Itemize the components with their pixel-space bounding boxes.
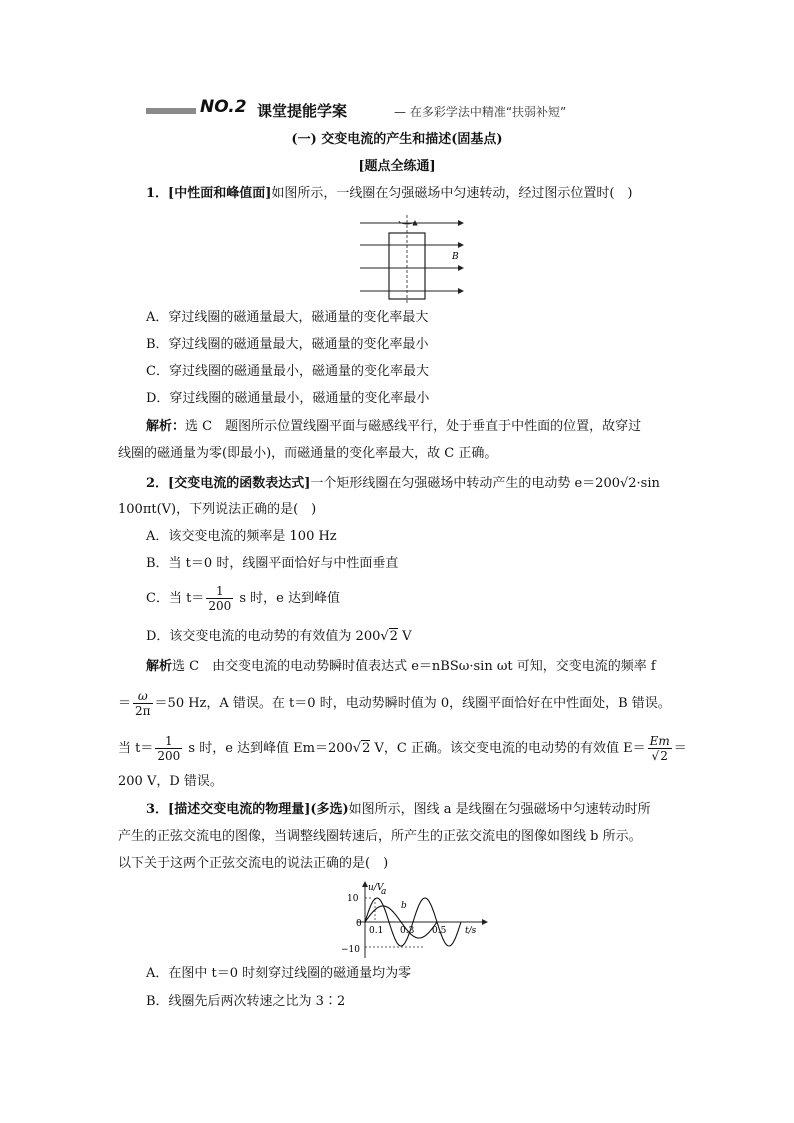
y-tick: −10 — [341, 945, 360, 955]
magnetic-field-label: B — [452, 252, 459, 262]
q2-analysis-line-3: 当 t＝ $\frac{1}{200}$ s 时，e 达到峰值 Em＝200√2 V，C 正确。该交变电流的电动势的有效值 E＝ $\frac{Em}{√2}$ ＝ — [118, 734, 687, 763]
question-2-stem-line-1: 2．[交变电流的函数表达式]一个矩形线圈在匀强磁场中转动产生的电动势 e＝200√2·sin — [146, 476, 660, 491]
q1-analysis-line-1: 解析：选 C 题图所示位置线圈平面与磁感线平行，处于垂直于中性面的位置，故穿过 — [146, 419, 642, 434]
section-subtitle: — 在多彩学法中精准“扶弱补短” — [394, 105, 567, 119]
q1-option-d: D．穿过线圈的磁通量最小，磁通量的变化率最小 — [146, 391, 430, 406]
q2-option-a: A．该交变电流的频率是 100 Hz — [146, 529, 337, 544]
question-tag: [中性面和峰值面] — [168, 186, 272, 201]
q2-analysis-line-4: 200 V，D 错误。 — [118, 774, 223, 789]
q2-analysis-line-1: 解析选 C 由交变电流的电动势瞬时值表达式 e＝nBSω·sin ωt 可知，交变电流的频率 f — [146, 659, 656, 674]
q3-option-a: A．在图中 t＝0 时刻穿过线圈的磁通量均为零 — [146, 966, 412, 981]
question-2-stem-line-2: 100πt(V)，下列说法正确的是( ) — [118, 502, 317, 517]
q2-analysis-line-2: ＝ $\frac{\omega}{2\pi}$ ＝50 Hz，A 错误。在 t＝0 时，电动势瞬时值为 0，线圈平面恰好在中性面处，B 错误。 — [118, 689, 671, 718]
coil-in-field-figure — [355, 215, 470, 305]
section-title: 课堂提能学案 — [257, 102, 348, 120]
q1-analysis-line-2: 线圈的磁通量为零(即最小)，而磁通量的变化率最大，故 C 正确。 — [118, 446, 498, 461]
section-number: NO.2 — [200, 97, 247, 117]
question-1-stem — [146, 181, 633, 207]
x-axis-label: t/s — [465, 926, 477, 936]
q1-option-c: C．穿过线圈的磁通量最小，磁通量的变化率最大 — [146, 364, 429, 379]
y-tick: 10 — [347, 894, 359, 904]
question-text: 如图所示，一线圈在匀强磁场中匀速转动，经过图示位置时( ) — [271, 186, 633, 201]
question-3-stem-line-1: 3．[描述交变电流的物理量](多选)如图所示，图线 a 是线圈在匀强磁场中匀速转动时所 — [146, 802, 651, 817]
question-tag: [描述交变电流的物理量](多选) — [168, 802, 349, 817]
x-tick: 0.3 — [400, 926, 415, 936]
y-axis-label: u/V — [368, 883, 384, 893]
curve-b-label: b — [401, 901, 407, 911]
question-3-stem-line-2: 产生的正弦交流电的图像，当调整线圈转速后，所产生的正弦交流电的图像如图线 b 所示。 — [118, 829, 642, 844]
question-number: 1． — [146, 186, 169, 201]
x-tick: 0.1 — [369, 926, 384, 936]
fraction: $\frac{1}{200}$ — [208, 584, 232, 613]
q1-option-b: B．穿过线圈的磁通量最大，磁通量的变化率最小 — [146, 337, 429, 352]
analysis-label: 解析： — [146, 419, 186, 434]
sine-waveform-graph — [335, 880, 490, 960]
question-3-stem-line-3: 以下关于这两个正弦交流电的说法正确的是( ) — [118, 856, 389, 871]
header-decoration-bar — [146, 108, 196, 114]
subsection-title: (一) 交变电流的产生和描述(固基点) — [291, 132, 503, 147]
q2-option-d: D．该交变电流的电动势的有效值为 200√2 V — [146, 629, 412, 644]
q3-option-b: B．线圈先后两次转速之比为 3∶2 — [146, 994, 346, 1009]
x-tick: 0.5 — [432, 926, 447, 936]
q1-option-a: A．穿过线圈的磁通量最大，磁通量的变化率最大 — [146, 310, 429, 325]
q2-option-c: C．当 t＝ $\frac{1}{200}$ s 时，e 达到峰值 — [146, 584, 340, 613]
y-tick: 0 — [356, 919, 362, 929]
subsection-subheading: [题点全练通] — [358, 159, 436, 174]
question-tag: [交变电流的函数表达式] — [168, 476, 311, 491]
q2-option-b: B．当 t＝0 时，线圈平面恰好与中性面垂直 — [146, 556, 399, 571]
curve-a-label: a — [381, 887, 387, 897]
